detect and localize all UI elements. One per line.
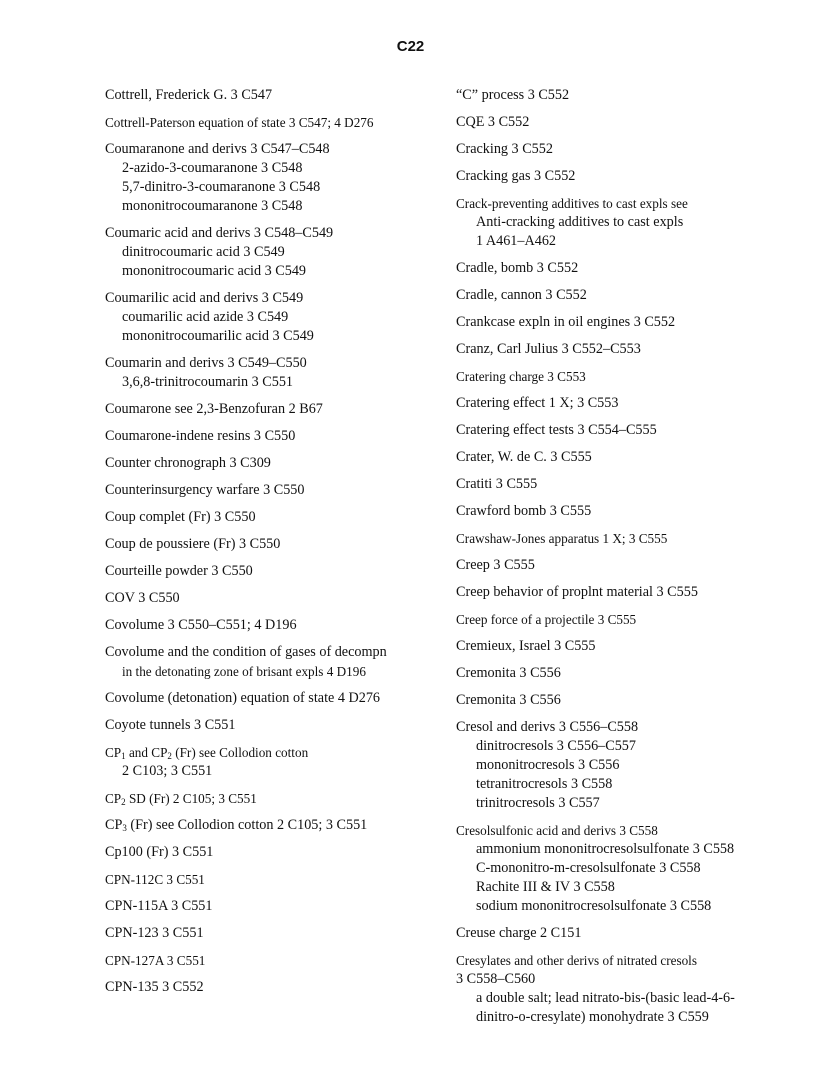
index-entry bbox=[105, 400, 440, 419]
entry-heading: Cresol and derivs 3 C556–C558 bbox=[456, 719, 639, 735]
entry-subline: C-mononitro-m-cresolsulfonate 3 C558 bbox=[476, 860, 701, 876]
index-entry bbox=[105, 643, 440, 681]
entry-heading: Cracking gas 3 C552 bbox=[456, 168, 576, 184]
entry-heading: Crawshaw-Jones apparatus 1 X; 3 C555 bbox=[456, 531, 668, 546]
index-entry bbox=[105, 616, 440, 635]
entry-heading: Covolume and the condition of gases of decompn bbox=[105, 644, 387, 660]
index-entry bbox=[105, 951, 440, 970]
index-entry bbox=[456, 637, 806, 656]
entry-heading: Counter chronograph 3 C309 bbox=[105, 455, 271, 471]
entry-heading: Cratering charge 3 C553 bbox=[456, 369, 586, 384]
entry-heading: Cratering effect tests 3 C554–C555 bbox=[456, 422, 657, 438]
entry-heading: Cottrell-Paterson equation of state 3 C547; 4 D276 bbox=[105, 115, 374, 130]
entry-subline: coumarilic acid azide 3 C549 bbox=[122, 309, 289, 325]
entry-heading: CPN-127A 3 C551 bbox=[105, 953, 206, 968]
entry-heading: Creep 3 C555 bbox=[456, 557, 535, 573]
index-entry bbox=[456, 924, 806, 943]
entry-heading: “C” process 3 C552 bbox=[456, 87, 570, 103]
entry-heading: Creuse charge 2 C151 bbox=[456, 925, 582, 941]
index-entry bbox=[456, 394, 806, 413]
index-entry bbox=[105, 562, 440, 581]
index-entry bbox=[456, 821, 806, 916]
index-entry bbox=[105, 743, 440, 781]
entry-heading: $CP_3$ (Fr) see Collodion cotton 2 C105; 3 C551 bbox=[105, 817, 368, 833]
index-entry bbox=[105, 978, 440, 997]
index-entry bbox=[105, 870, 440, 889]
entry-subline: in the detonating zone of brisant expls 4 D196 bbox=[122, 664, 366, 679]
index-entry bbox=[456, 529, 806, 548]
entry-subline: mononitrocoumarilic acid 3 C549 bbox=[122, 328, 314, 344]
entry-subline: dinitro-o-cresylate) monohydrate 3 C559 bbox=[476, 1009, 709, 1025]
entry-heading: Cranz, Carl Julius 3 C552–C553 bbox=[456, 341, 641, 357]
index-entry bbox=[105, 716, 440, 735]
index-entry bbox=[105, 789, 440, 808]
index-entry bbox=[105, 535, 440, 554]
entry-heading: Coumaranone and derivs 3 C547–C548 bbox=[105, 141, 330, 157]
entry-heading: Cradle, bomb 3 C552 bbox=[456, 260, 579, 276]
entry-heading: CPN-123 3 C551 bbox=[105, 925, 204, 941]
entry-heading: Cremonita 3 C556 bbox=[456, 692, 561, 708]
index-entry bbox=[456, 259, 806, 278]
entry-heading: Coumaric acid and derivs 3 C548–C549 bbox=[105, 225, 334, 241]
entry-heading: Cp100 (Fr) 3 C551 bbox=[105, 844, 214, 860]
entry-subline: mononitrocresols 3 C556 bbox=[476, 757, 620, 773]
index-entry bbox=[105, 897, 440, 916]
entry-subline: mononitrocoumaranone 3 C548 bbox=[122, 198, 303, 214]
entry-heading: CPN-135 3 C552 bbox=[105, 979, 204, 995]
entry-subline: 2 C103; 3 C551 bbox=[122, 763, 213, 779]
entry-subline: dinitrocoumaric acid 3 C549 bbox=[122, 244, 285, 260]
entry-heading: Cremonita 3 C556 bbox=[456, 665, 561, 681]
entry-heading: Coumarin and derivs 3 C549–C550 bbox=[105, 355, 307, 371]
index-entry bbox=[456, 286, 806, 305]
entry-subline: 5,7-dinitro-3-coumaranone 3 C548 bbox=[122, 179, 321, 195]
index-entry bbox=[105, 224, 440, 281]
entry-heading: Coyote tunnels 3 C551 bbox=[105, 717, 236, 733]
index-entry bbox=[105, 843, 440, 862]
index-entry bbox=[456, 610, 806, 629]
entry-subline: mononitrocoumaric acid 3 C549 bbox=[122, 263, 307, 279]
entry-heading: Crawford bomb 3 C555 bbox=[456, 503, 592, 519]
index-entry bbox=[456, 340, 806, 359]
entry-subline: 1 A461–A462 bbox=[476, 233, 557, 249]
index-entry bbox=[105, 454, 440, 473]
index-entry bbox=[456, 951, 806, 1027]
index-entry bbox=[456, 86, 806, 105]
index-entry bbox=[105, 508, 440, 527]
right-index-column bbox=[456, 86, 806, 1027]
entry-subline: sodium mononitrocresolsulfonate 3 C558 bbox=[476, 898, 712, 914]
entry-subline: tetranitrocresols 3 C558 bbox=[476, 776, 613, 792]
entry-heading: Cradle, cannon 3 C552 bbox=[456, 287, 587, 303]
entry-heading: Cresolsulfonic acid and derivs 3 C558 bbox=[456, 823, 658, 838]
entry-heading: Coumarone-indene resins 3 C550 bbox=[105, 428, 296, 444]
entry-subline: 3 C558–C560 bbox=[456, 971, 536, 987]
entry-heading: Coup de poussiere (Fr) 3 C550 bbox=[105, 536, 281, 552]
index-entry bbox=[105, 589, 440, 608]
index-entry bbox=[456, 313, 806, 332]
entry-heading: CPN-112C 3 C551 bbox=[105, 872, 205, 887]
index-entry bbox=[456, 583, 806, 602]
entry-subline: ammonium mononitrocresolsulfonate 3 C558 bbox=[476, 841, 735, 857]
entry-heading: Coumarilic acid and derivs 3 C549 bbox=[105, 290, 304, 306]
entry-heading: CPN-115A 3 C551 bbox=[105, 898, 213, 914]
entry-subline: a double salt; lead nitrato-bis-(basic lead-4-6- bbox=[476, 990, 735, 1006]
entry-heading: Cottrell, Frederick G. 3 C547 bbox=[105, 87, 273, 103]
index-entry bbox=[105, 689, 440, 708]
index-entry bbox=[456, 140, 806, 159]
entry-heading: Covolume (detonation) equation of state 4 D276 bbox=[105, 690, 381, 706]
entry-heading: CQE 3 C552 bbox=[456, 114, 530, 130]
index-entry bbox=[456, 448, 806, 467]
index-entry bbox=[105, 427, 440, 446]
entry-heading: COV 3 C550 bbox=[105, 590, 180, 606]
entry-subline: 3,6,8-trinitrocoumarin 3 C551 bbox=[122, 374, 294, 390]
entry-heading: Covolume 3 C550–C551; 4 D196 bbox=[105, 617, 297, 633]
entry-heading: Cracking 3 C552 bbox=[456, 141, 553, 157]
index-entry bbox=[105, 481, 440, 500]
index-entry bbox=[105, 354, 440, 392]
index-entry bbox=[105, 816, 440, 835]
entry-heading: Counterinsurgency warfare 3 C550 bbox=[105, 482, 305, 498]
entry-heading: Cratiti 3 C555 bbox=[456, 476, 538, 492]
entry-heading: Crankcase expln in oil engines 3 C552 bbox=[456, 314, 676, 330]
entry-subline: 2-azido-3-coumaranone 3 C548 bbox=[122, 160, 303, 176]
index-entry bbox=[456, 167, 806, 186]
entry-heading: Coumarone see 2,3-Benzofuran 2 B67 bbox=[105, 401, 323, 417]
entry-heading: Crack-preventing additives to cast expls see bbox=[456, 196, 688, 211]
entry-subline: trinitrocresols 3 C557 bbox=[476, 795, 600, 811]
page-number: C22 bbox=[396, 38, 425, 55]
left-index-column bbox=[105, 86, 440, 997]
index-entry bbox=[105, 289, 440, 346]
entry-heading: Creep behavior of proplnt material 3 C555 bbox=[456, 584, 698, 600]
entry-heading: Courteille powder 3 C550 bbox=[105, 563, 253, 579]
index-entry bbox=[105, 86, 440, 105]
entry-heading: $CP_1$ and $CP_2$ (Fr) see Collodion cotton bbox=[105, 745, 309, 761]
entry-heading: Coup complet (Fr) 3 C550 bbox=[105, 509, 256, 525]
index-entry bbox=[456, 664, 806, 683]
entry-heading: Creep force of a projectile 3 C555 bbox=[456, 612, 637, 627]
entry-heading: Cresylates and other derivs of nitrated cresols bbox=[456, 953, 697, 968]
entry-heading: $CP_2$ SD (Fr) 2 C105; 3 C551 bbox=[105, 791, 257, 807]
entry-subline: dinitrocresols 3 C556–C557 bbox=[476, 738, 636, 754]
entry-heading: Cremieux, Israel 3 C555 bbox=[456, 638, 596, 654]
index-entry bbox=[456, 502, 806, 521]
index-entry bbox=[456, 475, 806, 494]
index-entry bbox=[456, 113, 806, 132]
entry-heading: Cratering effect 1 X; 3 C553 bbox=[456, 395, 619, 411]
index-entry bbox=[456, 691, 806, 710]
index-entry bbox=[456, 718, 806, 813]
index-entry bbox=[105, 924, 440, 943]
index-entry bbox=[456, 421, 806, 440]
index-entry bbox=[456, 556, 806, 575]
index-entry bbox=[456, 367, 806, 386]
entry-heading: Crater, W. de C. 3 C555 bbox=[456, 449, 592, 465]
index-entry bbox=[105, 140, 440, 216]
entry-subline: Rachite III & IV 3 C558 bbox=[476, 879, 615, 895]
index-entry bbox=[456, 194, 806, 251]
index-entry bbox=[105, 113, 440, 132]
entry-subline: Anti-cracking additives to cast expls bbox=[476, 214, 684, 230]
